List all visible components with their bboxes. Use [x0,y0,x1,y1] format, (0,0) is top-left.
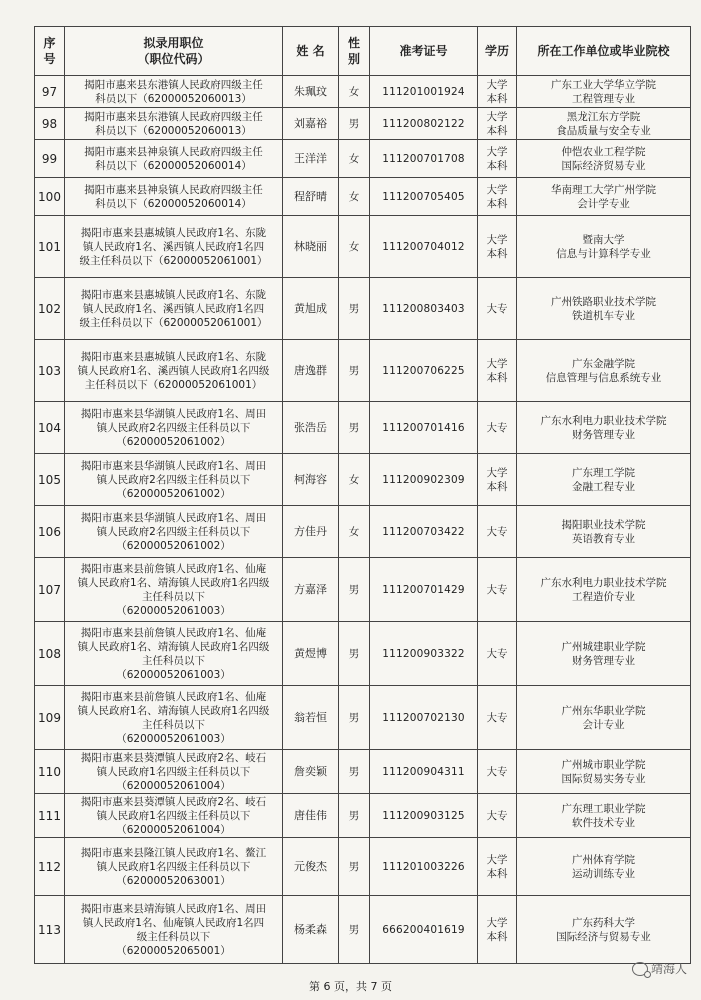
seq-cell: 99 [35,140,65,178]
exam-id-cell: 111200701416 [370,402,478,454]
name-cell: 黄旭成 [283,278,339,340]
gender-cell: 男 [339,340,370,402]
exam-id-cell: 111200701708 [370,140,478,178]
position-cell: 揭阳市惠来县华湖镇人民政府1名、周田 镇人民政府2名四级主任科员以下 （62000052061002） [65,506,283,558]
education-cell: 大学 本科 [478,340,517,402]
table-row [35,340,691,402]
exam-id-cell: 111200702130 [370,686,478,750]
position-cell: 揭阳市惠来县神泉镇人民政府四级主任 科员以下（62000052060014） [65,178,283,216]
gender-cell: 男 [339,402,370,454]
name-cell: 方嘉泽 [283,558,339,622]
seq-cell: 107 [35,558,65,622]
exam-id-cell: 111201003226 [370,838,478,896]
exam-id-cell: 111200703422 [370,506,478,558]
exam-id-cell: 666200401619 [370,896,478,964]
table-row [35,558,691,622]
header-position: 拟录用职位 （职位代码） [65,27,283,76]
exam-id-cell: 111200903322 [370,622,478,686]
seq-cell: 108 [35,622,65,686]
gender-cell: 男 [339,794,370,838]
school-cell: 揭阳职业技术学院 英语教育专业 [517,506,691,558]
table-row [35,838,691,896]
admission-roster-table [34,26,691,964]
table-header-row [35,27,691,76]
name-cell: 黄煜博 [283,622,339,686]
gender-cell: 女 [339,76,370,108]
table-row [35,454,691,506]
wechat-icon [632,962,648,976]
education-cell: 大学 本科 [478,896,517,964]
name-cell: 唐逸群 [283,340,339,402]
school-cell: 华南理工大学广州学院 会计学专业 [517,178,691,216]
school-cell: 广州城市职业学院 国际贸易实务专业 [517,750,691,794]
seq-cell: 103 [35,340,65,402]
school-cell: 仲恺农业工程学院 国际经济贸易专业 [517,140,691,178]
name-cell: 程舒晴 [283,178,339,216]
table-row [35,140,691,178]
gender-cell: 男 [339,278,370,340]
school-cell: 广东水利电力职业技术学院 财务管理专业 [517,402,691,454]
gender-cell: 男 [339,838,370,896]
exam-id-cell: 111200704012 [370,216,478,278]
name-cell: 翁若恒 [283,686,339,750]
exam-id-cell: 111200803403 [370,278,478,340]
position-cell: 揭阳市惠来县神泉镇人民政府四级主任 科员以下（62000052060014） [65,140,283,178]
exam-id-cell: 111200904311 [370,750,478,794]
school-cell: 广东金融学院 信息管理与信息系统专业 [517,340,691,402]
education-cell: 大专 [478,558,517,622]
seq-cell: 98 [35,108,65,140]
header-gender: 性 别 [339,27,370,76]
table-row [35,178,691,216]
exam-id-cell: 111200701429 [370,558,478,622]
table-row [35,402,691,454]
name-cell: 刘嘉裕 [283,108,339,140]
gender-cell: 女 [339,506,370,558]
education-cell: 大学 本科 [478,108,517,140]
seq-cell: 105 [35,454,65,506]
school-cell: 广东理工学院 金融工程专业 [517,454,691,506]
school-cell: 广州城建职业学院 财务管理专业 [517,622,691,686]
name-cell: 杨柔森 [283,896,339,964]
school-cell: 广东水利电力职业技术学院 工程造价专业 [517,558,691,622]
gender-cell: 男 [339,108,370,140]
education-cell: 大专 [478,794,517,838]
position-cell: 揭阳市惠来县东港镇人民政府四级主任 科员以下（62000052060013） [65,108,283,140]
seq-cell: 102 [35,278,65,340]
name-cell: 张浩岳 [283,402,339,454]
table-row [35,794,691,838]
seq-cell: 97 [35,76,65,108]
table-row [35,278,691,340]
seq-cell: 100 [35,178,65,216]
education-cell: 大学 本科 [478,216,517,278]
position-cell: 揭阳市惠来县惠城镇人民政府1名、东陇 镇人民政府1名、溪西镇人民政府1名四 级主任科员以下（62000052061001） [65,278,283,340]
position-cell: 揭阳市惠来县隆江镇人民政府1名、鳌江 镇人民政府1名四级主任科员以下 （62000052063001） [65,838,283,896]
table-row [35,622,691,686]
header-exam-id: 准考证号 [370,27,478,76]
seq-cell: 112 [35,838,65,896]
position-cell: 揭阳市惠来县葵潭镇人民政府2名、岐石 镇人民政府1名四级主任科员以下 （62000052061004） [65,794,283,838]
name-cell: 詹奕颖 [283,750,339,794]
seq-cell: 111 [35,794,65,838]
header-seq: 序 号 [35,27,65,76]
table-row [35,896,691,964]
position-cell: 揭阳市惠来县前詹镇人民政府1名、仙庵 镇人民政府1名、靖海镇人民政府1名四级 主任科员以下 （62000052061003） [65,686,283,750]
watermark-text: 靖海人 [650,962,687,976]
gender-cell: 男 [339,896,370,964]
position-cell: 揭阳市惠来县前詹镇人民政府1名、仙庵 镇人民政府1名、靖海镇人民政府1名四级 主任科员以下 （62000052061003） [65,558,283,622]
education-cell: 大专 [478,686,517,750]
header-school: 所在工作单位或毕业院校 [517,27,691,76]
education-cell: 大学 本科 [478,140,517,178]
education-cell: 大学 本科 [478,454,517,506]
education-cell: 大专 [478,402,517,454]
position-cell: 揭阳市惠来县葵潭镇人民政府2名、岐石 镇人民政府1名四级主任科员以下 （62000052061004） [65,750,283,794]
gender-cell: 男 [339,750,370,794]
table-row [35,686,691,750]
gender-cell: 男 [339,622,370,686]
school-cell: 广州东华职业学院 会计专业 [517,686,691,750]
table-row [35,750,691,794]
gender-cell: 女 [339,454,370,506]
position-cell: 揭阳市惠来县东港镇人民政府四级主任 科员以下（62000052060013） [65,76,283,108]
position-cell: 揭阳市惠来县华湖镇人民政府1名、周田 镇人民政府2名四级主任科员以下 （62000052061002） [65,454,283,506]
name-cell: 元俊杰 [283,838,339,896]
seq-cell: 106 [35,506,65,558]
exam-id-cell: 111200802122 [370,108,478,140]
education-cell: 大专 [478,750,517,794]
school-cell: 广州体育学院 运动训练专业 [517,838,691,896]
exam-id-cell: 111200705405 [370,178,478,216]
name-cell: 朱珮玟 [283,76,339,108]
position-cell: 揭阳市惠来县惠城镇人民政府1名、东陇 镇人民政府1名、溪西镇人民政府1名四 级主任科员以下（62000052061001） [65,216,283,278]
school-cell: 黑龙江东方学院 食品质量与安全专业 [517,108,691,140]
education-cell: 大专 [478,622,517,686]
name-cell: 方佳丹 [283,506,339,558]
school-cell: 广州铁路职业技术学院 铁道机车专业 [517,278,691,340]
name-cell: 王洋洋 [283,140,339,178]
table-row [35,216,691,278]
gender-cell: 男 [339,558,370,622]
school-cell: 暨南大学 信息与计算科学专业 [517,216,691,278]
exam-id-cell: 111200903125 [370,794,478,838]
education-cell: 大学 本科 [478,76,517,108]
seq-cell: 101 [35,216,65,278]
name-cell: 柯海容 [283,454,339,506]
position-cell: 揭阳市惠来县前詹镇人民政府1名、仙庵 镇人民政府1名、靖海镇人民政府1名四级 主任科员以下 （62000052061003） [65,622,283,686]
header-education: 学历 [478,27,517,76]
watermark [632,960,687,977]
header-name: 姓 名 [283,27,339,76]
exam-id-cell: 111200902309 [370,454,478,506]
seq-cell: 104 [35,402,65,454]
gender-cell: 女 [339,140,370,178]
gender-cell: 女 [339,178,370,216]
name-cell: 唐佳伟 [283,794,339,838]
gender-cell: 女 [339,216,370,278]
page-footer: 第 6 页，共 7 页 [309,980,392,993]
education-cell: 大专 [478,278,517,340]
table-row [35,506,691,558]
education-cell: 大学 本科 [478,838,517,896]
table-row [35,76,691,108]
position-cell: 揭阳市惠来县华湖镇人民政府1名、周田 镇人民政府2名四级主任科员以下 （62000052061002） [65,402,283,454]
exam-id-cell: 111200706225 [370,340,478,402]
school-cell: 广东工业大学华立学院 工程管理专业 [517,76,691,108]
seq-cell: 113 [35,896,65,964]
education-cell: 大学 本科 [478,178,517,216]
position-cell: 揭阳市惠来县惠城镇人民政府1名、东陇 镇人民政府1名、溪西镇人民政府1名四级 主任科员以下（62000052061001） [65,340,283,402]
name-cell: 林晓丽 [283,216,339,278]
school-cell: 广东理工职业学院 软件技术专业 [517,794,691,838]
seq-cell: 110 [35,750,65,794]
gender-cell: 男 [339,686,370,750]
exam-id-cell: 111201001924 [370,76,478,108]
school-cell: 广东药科大学 国际经济与贸易专业 [517,896,691,964]
education-cell: 大专 [478,506,517,558]
table-row [35,108,691,140]
position-cell: 揭阳市惠来县靖海镇人民政府1名、周田 镇人民政府1名、仙庵镇人民政府1名四 级主任科员以下 （62000052065001） [65,896,283,964]
seq-cell: 109 [35,686,65,750]
